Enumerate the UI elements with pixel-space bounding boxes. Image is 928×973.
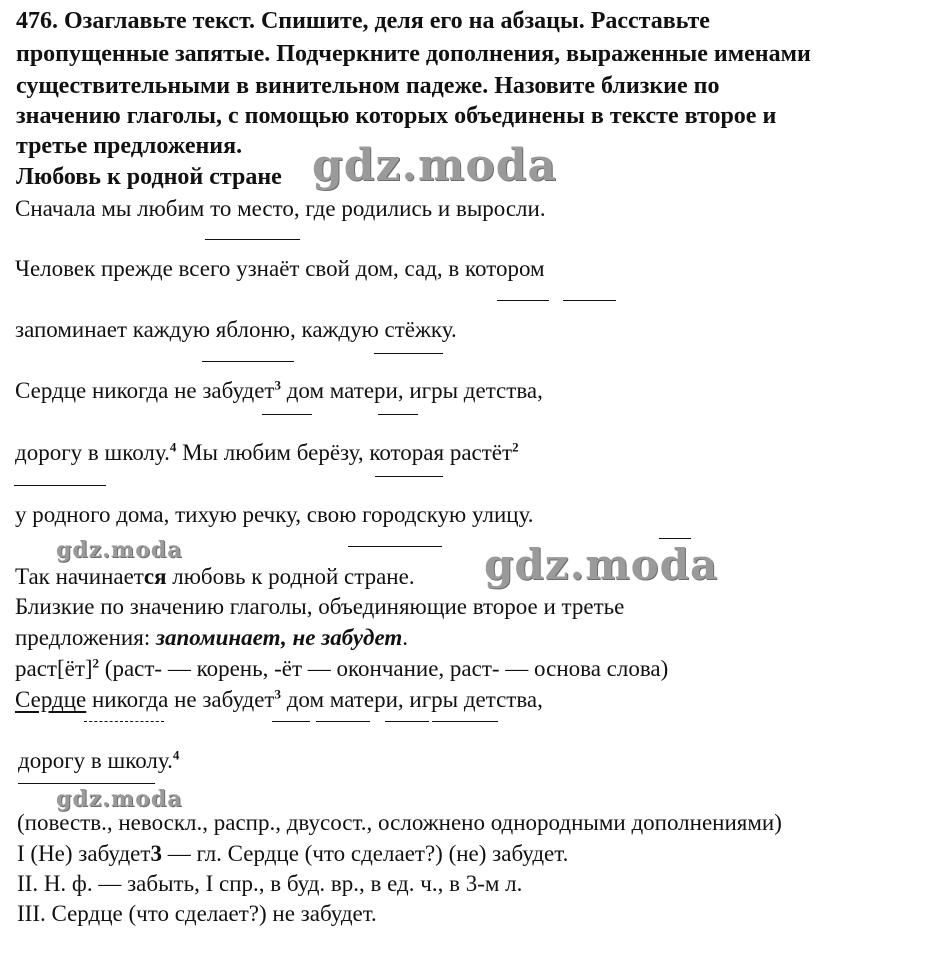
underline-yablonyu bbox=[202, 361, 294, 362]
underline-mesto bbox=[205, 239, 300, 240]
watermark-small-2: gdz.moda bbox=[56, 786, 183, 812]
underline-parse-materi bbox=[432, 721, 498, 722]
underline-zabudet bbox=[262, 414, 312, 415]
sentence-3: запоминает каждую яблоню, каждую стёжку. bbox=[15, 317, 457, 342]
parse-sentence bbox=[15, 687, 543, 713]
r1-bold-number: 3 bbox=[150, 841, 162, 866]
s5-superscript-2: 2 bbox=[512, 439, 519, 455]
parse2-part: дорогу в школу. bbox=[18, 748, 173, 773]
morpheme-word: раст[ёт] bbox=[15, 656, 93, 681]
task-line-2: пропущенные запятые. Подчеркните дополнения, выраженные именами bbox=[16, 41, 811, 67]
answer-label: предложения: bbox=[15, 625, 156, 650]
watermark-small-1: gdz.moda bbox=[56, 537, 183, 563]
text-title: Любовь к родной стране bbox=[16, 164, 282, 190]
answer-dot: . bbox=[402, 625, 409, 650]
s4-superscript: 3 bbox=[274, 377, 281, 393]
task-text-1: Озаглавьте текст. Спишите, деля его на абзацы. Расставьте bbox=[64, 8, 710, 34]
task-line-1 bbox=[16, 8, 710, 35]
sentence-1: Сначала мы любим то место, где родились и выросли. bbox=[15, 196, 546, 221]
answer-verbs: запоминает, не забудет bbox=[155, 625, 403, 650]
parse-part-2: дом матери, игры детства, bbox=[280, 687, 543, 712]
underline-rechku bbox=[348, 546, 442, 547]
underline-ulitsu bbox=[659, 538, 691, 539]
task-line-5: третье предложения. bbox=[16, 133, 243, 159]
watermark-middle: gdz.moda bbox=[484, 540, 719, 589]
morpheme-explanation: (раст- — корень, -ёт — окончание, раст- — основа слова) bbox=[99, 656, 669, 681]
parse-roman-2: II. Н. ф. — забыть, I спр., в буд. вр., в ед. ч., в 3-м л. bbox=[17, 871, 523, 896]
sentence-5 bbox=[15, 440, 519, 466]
sentence-6: у родного дома, тихую речку, свою городскую улицу. bbox=[15, 502, 534, 527]
task-line-4: значению глаголы, с помощью которых объединены в тексте второе и bbox=[16, 103, 777, 129]
s7-part-1: Так начинает bbox=[15, 564, 144, 589]
s7-bold-ending: ся bbox=[143, 564, 167, 589]
underline-parse-zabudet-2 bbox=[316, 721, 370, 722]
sentence-7 bbox=[15, 564, 415, 590]
s5-part-1: дорогу в школу. bbox=[15, 440, 170, 465]
parse2-superscript: 4 bbox=[172, 747, 180, 763]
dashed-underline-nikogda bbox=[84, 721, 164, 722]
sentence-2: Человек прежде всего узнаёт свой дом, сад, в котором bbox=[15, 256, 545, 281]
s4-part-1: Сердце никогда не забудет bbox=[15, 378, 275, 403]
sentence-characteristic: (повеств., невоскл., распр., двусост., осложнено однородными дополнениями) bbox=[17, 810, 782, 835]
morpheme-superscript: 2 bbox=[92, 655, 100, 671]
morpheme-line bbox=[15, 656, 668, 682]
sentence-4 bbox=[15, 378, 543, 404]
underline-dom-materi bbox=[378, 414, 418, 415]
task-line-3: существительными в винительном падеже. Назовите близкие по bbox=[16, 73, 720, 99]
answer-line-1: Близкие по значению глаголы, объединяющие второе и третье bbox=[15, 594, 625, 619]
underline-dorogu bbox=[14, 485, 106, 486]
s7-part-2: любовь к родной стране. bbox=[166, 564, 415, 589]
s5-part-2: Мы любим берёзу, которая растёт bbox=[176, 440, 513, 465]
parse-superscript: 3 bbox=[274, 686, 281, 702]
s5-superscript-1: 4 bbox=[169, 439, 177, 455]
watermark-top: gdz.moda bbox=[312, 140, 558, 191]
task-number: 476. bbox=[16, 8, 58, 34]
s4-part-2: дом матери, игры детства, bbox=[280, 378, 543, 403]
underline-parse-zabudet-1 bbox=[272, 721, 310, 722]
parse-part-1: никогда не забудет bbox=[86, 687, 275, 712]
underline-parse-dorogu bbox=[18, 783, 155, 784]
parse-subject: Сердце bbox=[15, 687, 87, 712]
parse-sentence-2 bbox=[18, 748, 179, 774]
r1-part-2: — гл. Сердце (что сделает?) (не) забудет. bbox=[161, 841, 569, 866]
answer-line-2 bbox=[15, 625, 408, 651]
underline-dom bbox=[497, 300, 549, 301]
underline-parse-dom bbox=[385, 721, 429, 722]
underline-styozhku bbox=[374, 353, 443, 354]
parse-roman-3: III. Сердце (что сделает?) не забудет. bbox=[17, 901, 377, 926]
underline-beryozu bbox=[375, 476, 443, 477]
parse-roman-1 bbox=[17, 841, 568, 867]
r1-part-1: I (Не) забудет bbox=[17, 841, 151, 866]
underline-sad bbox=[563, 300, 616, 301]
